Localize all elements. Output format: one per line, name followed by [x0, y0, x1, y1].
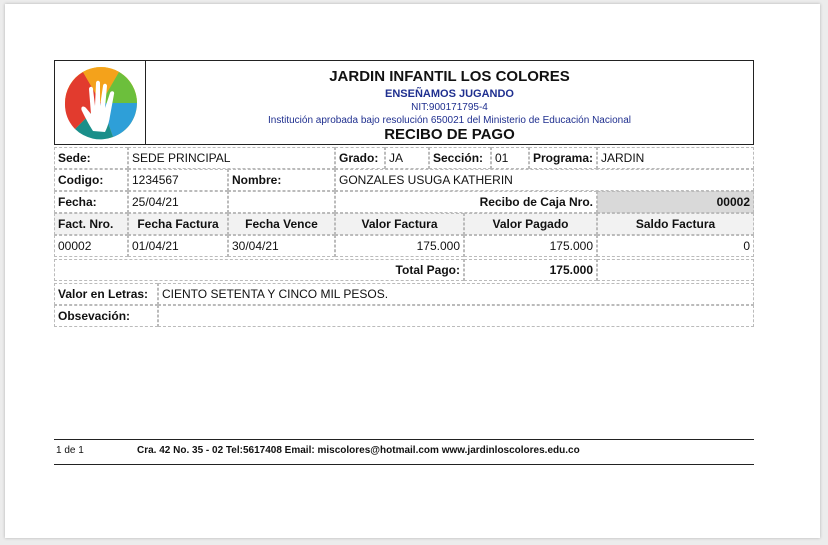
observacion-label: Obsevación: [54, 305, 158, 327]
school-nit: NIT:900171795-4 [411, 102, 488, 113]
footer-contact: Cra. 42 No. 35 - 02 Tel:5617408 Email: miscolores@hotmail.com www.jardinloscolores.edu.co [137, 445, 580, 456]
nombre-label: Nombre: [228, 169, 335, 191]
col-header-saldo-factura: Saldo Factura [597, 213, 754, 235]
hand-palette-icon [55, 61, 146, 144]
recibo-label: Recibo de Caja Nro. [479, 195, 593, 209]
total-value: 175.000 [464, 259, 597, 281]
fecha-label: Fecha: [54, 191, 128, 213]
footer-top-rule [54, 439, 754, 440]
letras-label: Valor en Letras: [54, 283, 158, 305]
recibo-number: 00002 [597, 191, 754, 213]
total-label: Total Pago: [395, 263, 460, 277]
programa-value: JARDIN [597, 147, 754, 169]
col-header-valor-factura: Valor Factura [335, 213, 464, 235]
seccion-label: Sección: [429, 147, 491, 169]
col-header-fact-nro: Fact. Nro. [54, 213, 128, 235]
institution-note: Institución aprobada bajo resolución 650021 del Ministerio de Educación Nacional [267, 115, 631, 126]
receipt-page [5, 4, 820, 538]
school-name: JARDIN INFANTIL LOS COLORES [329, 68, 570, 85]
seccion-value: 01 [491, 147, 529, 169]
table-cell: 30/04/21 [228, 235, 335, 257]
codigo-label: Codigo: [54, 169, 128, 191]
header-text [146, 61, 753, 144]
page-indicator: 1 de 1 [56, 445, 84, 456]
grado-value: JA [385, 147, 429, 169]
observacion-value [158, 305, 754, 327]
table-cell: 01/04/21 [128, 235, 228, 257]
codigo-value: 1234567 [128, 169, 228, 191]
sede-value: SEDE PRINCIPAL [128, 147, 335, 169]
col-header-fecha-factura: Fecha Factura [128, 213, 228, 235]
receipt-header [54, 60, 754, 145]
table-cell: 175.000 [464, 235, 597, 257]
footer-bottom-rule [54, 464, 754, 465]
letras-value: CIENTO SETENTA Y CINCO MIL PESOS. [158, 283, 754, 305]
table-cell: 0 [597, 235, 754, 257]
school-logo [55, 61, 146, 144]
empty-cell [228, 191, 335, 213]
document-title: RECIBO DE PAGO [384, 126, 515, 143]
sede-label: Sede: [54, 147, 128, 169]
col-header-fecha-vence: Fecha Vence [228, 213, 335, 235]
nombre-value: GONZALES USUGA KATHERIN [335, 169, 754, 191]
programa-label: Programa: [529, 147, 597, 169]
col-header-valor-pagado: Valor Pagado [464, 213, 597, 235]
table-cell: 175.000 [335, 235, 464, 257]
school-motto: ENSEÑAMOS JUGANDO [385, 88, 514, 100]
empty-cell [597, 259, 754, 281]
table-cell: 00002 [54, 235, 128, 257]
fecha-value: 25/04/21 [128, 191, 228, 213]
grado-label: Grado: [335, 147, 385, 169]
